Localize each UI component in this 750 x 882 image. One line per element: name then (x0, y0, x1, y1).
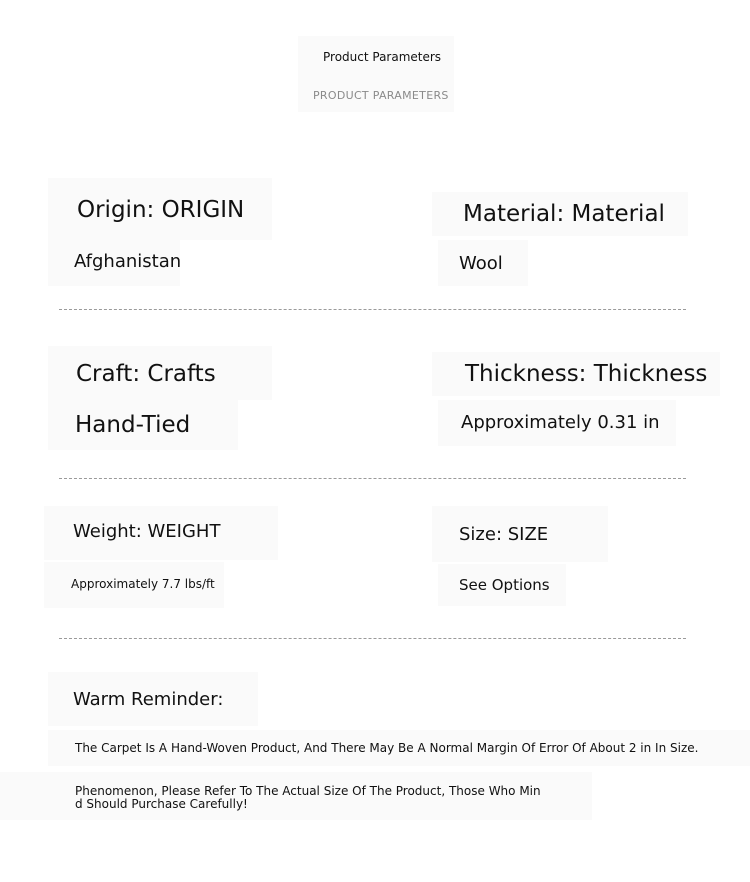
size-value: See Options (459, 576, 550, 594)
reminder-text: Phenomenon, Please Refer To The Actual Size Of The Product, Those Who Min (75, 784, 541, 798)
craft-value: Hand-Tied (75, 412, 191, 438)
reminder-text: The Carpet Is A Hand-Woven Product, And There May Be A Normal Margin Of Error Of About 2 in In Size. (75, 741, 699, 755)
origin-label: Origin: ORIGIN (77, 197, 245, 223)
material-label: Material: Material (463, 201, 665, 227)
divider (59, 478, 686, 479)
reminder-title: Warm Reminder: (73, 689, 224, 710)
divider (59, 309, 686, 310)
craft-label: Craft: Crafts (76, 361, 216, 387)
origin-value: Afghanistan (74, 251, 182, 272)
thickness-label: Thickness: Thickness (465, 361, 708, 387)
divider (59, 638, 686, 639)
weight-label: Weight: WEIGHT (73, 521, 221, 542)
material-value: Wool (459, 253, 503, 274)
page-subtitle: PRODUCT PARAMETERS (313, 89, 449, 102)
thickness-value: Approximately 0.31 in (461, 412, 660, 433)
size-label: Size: SIZE (459, 524, 549, 545)
reminder-text: d Should Purchase Carefully! (75, 797, 248, 811)
page-title: Product Parameters (323, 50, 442, 64)
weight-value: Approximately 7.7 lbs/ft (71, 577, 215, 591)
